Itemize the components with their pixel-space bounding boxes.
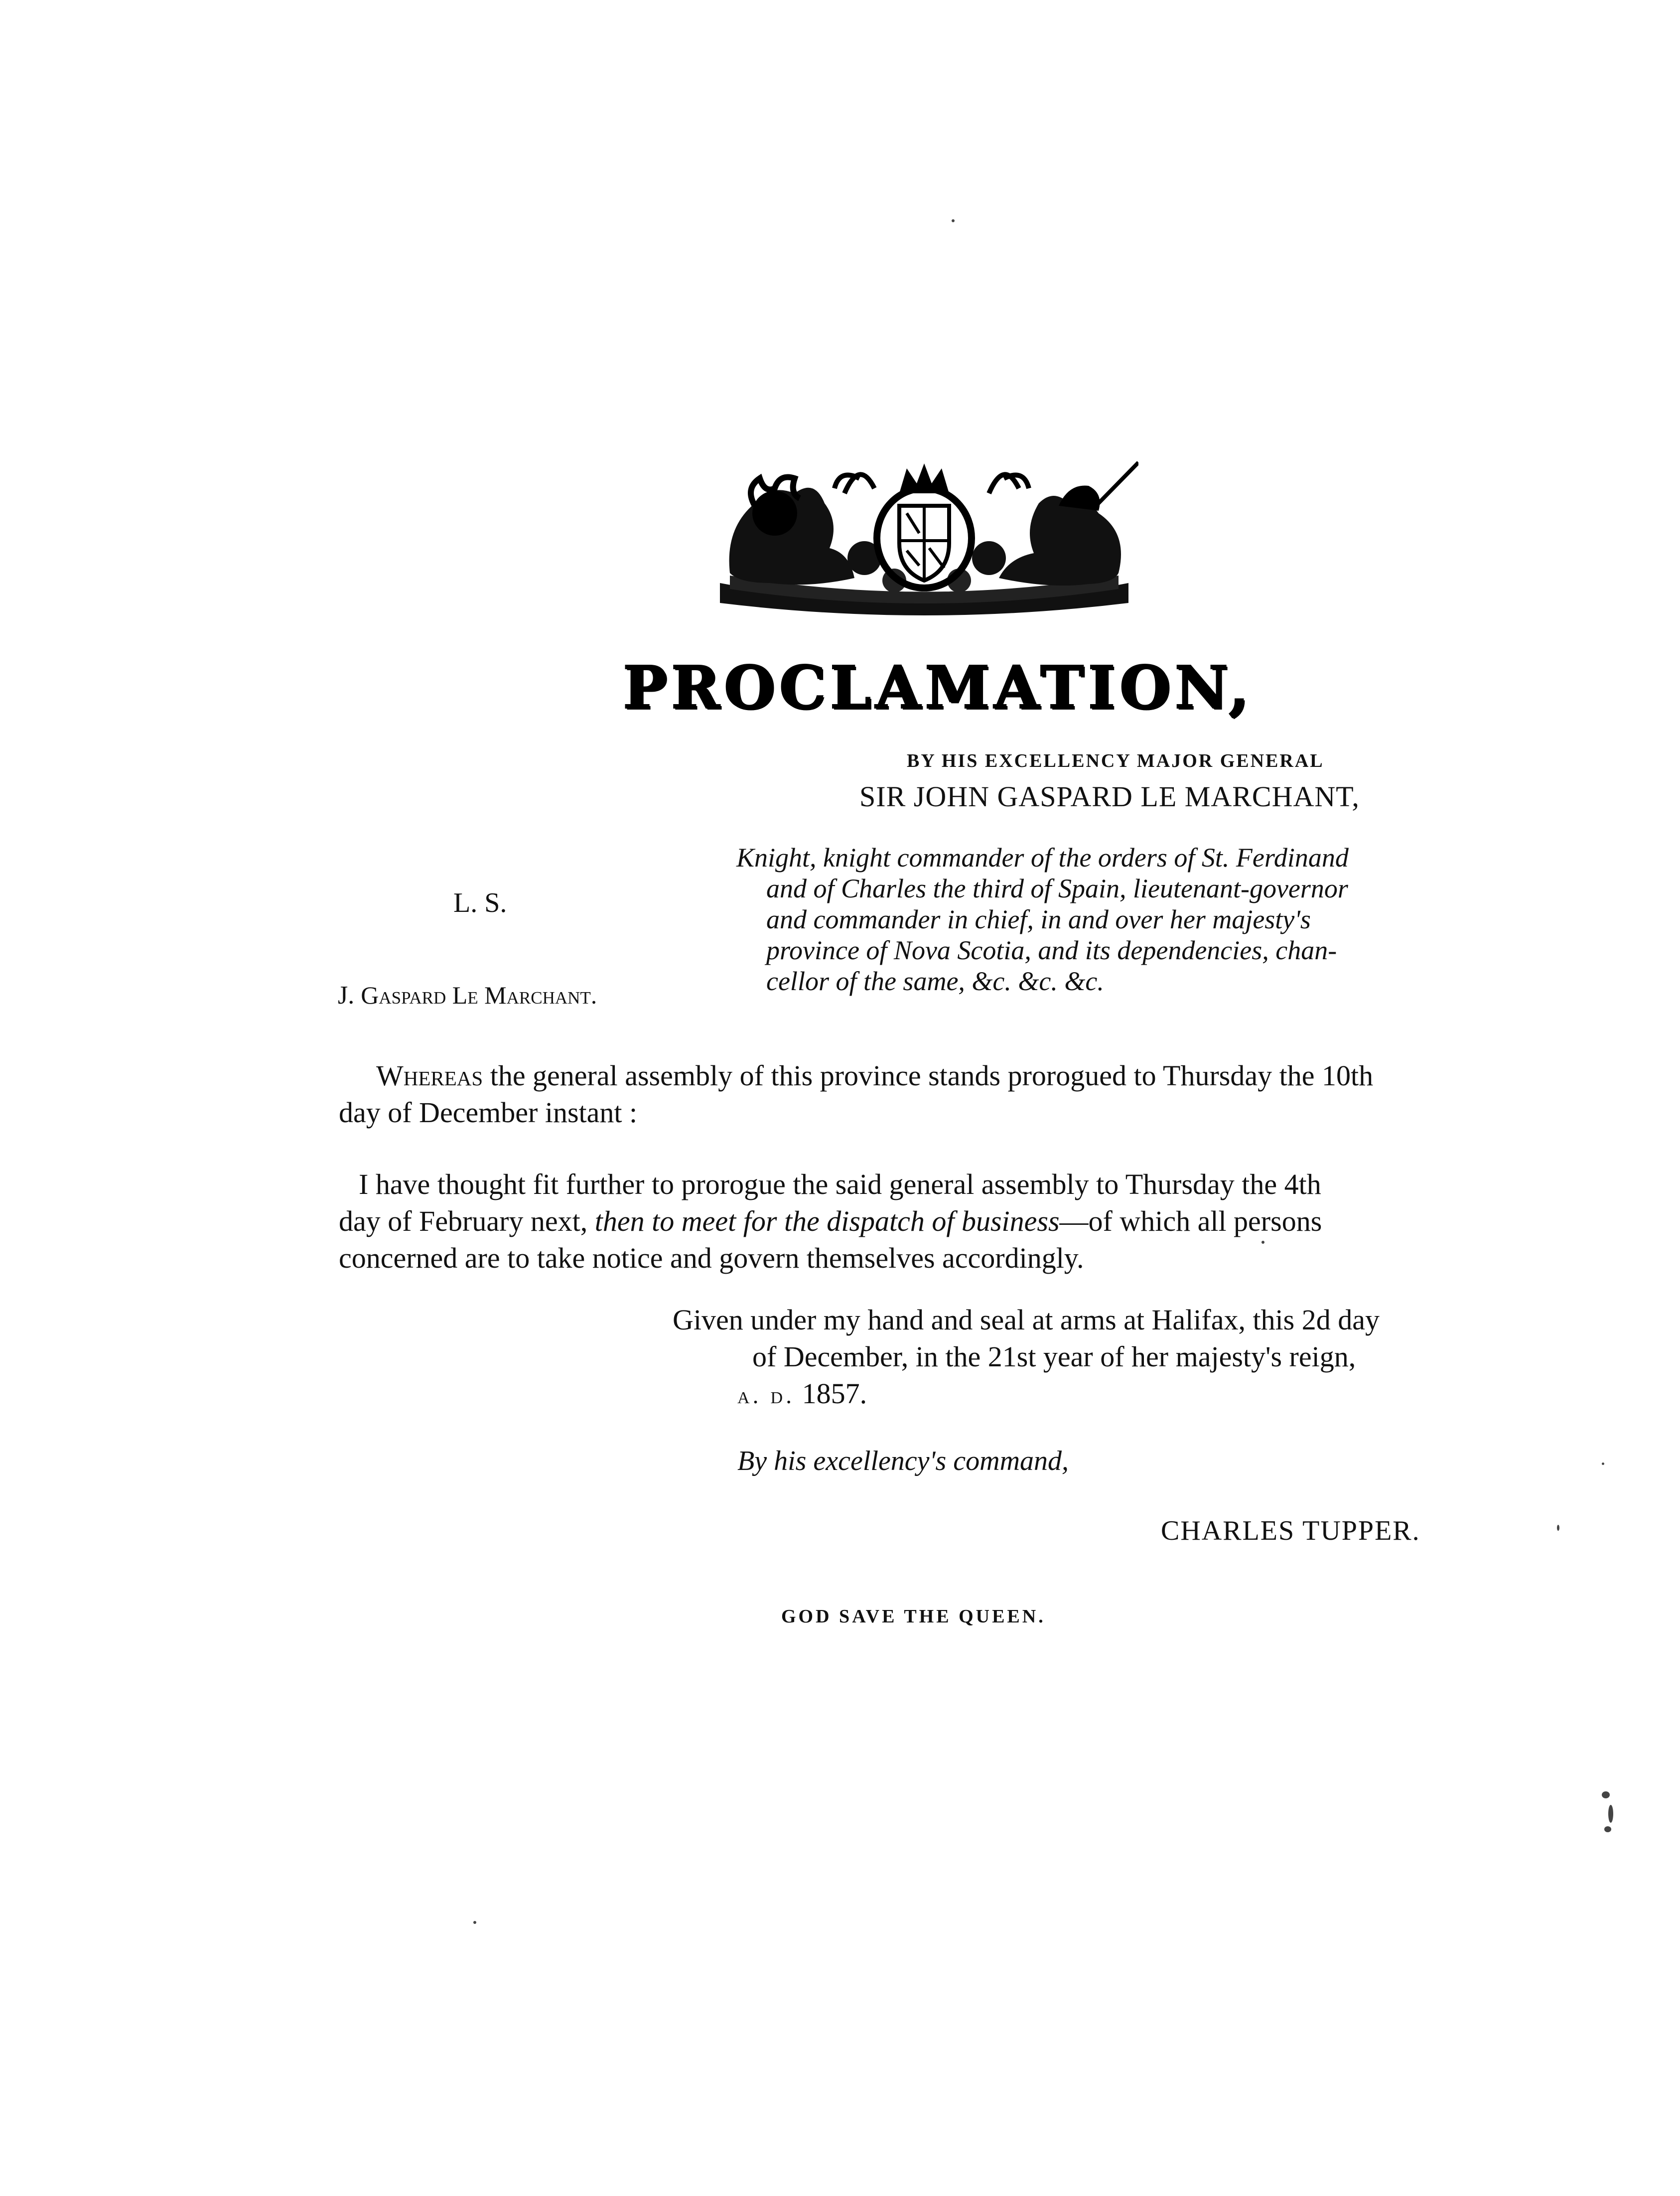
scan-speck — [473, 1921, 476, 1924]
scan-speck — [1261, 1241, 1264, 1244]
paragraph-prorogue-line — [339, 1203, 1322, 1240]
seal-ls: L. S. — [453, 887, 507, 918]
closing-line: GOD SAVE THE QUEEN. — [781, 1606, 1046, 1627]
scan-speck — [1602, 1791, 1610, 1798]
prorogue-text: —of which all persons — [1059, 1205, 1322, 1237]
by-line: BY HIS EXCELLENCY MAJOR GENERAL — [907, 750, 1324, 771]
titles-line: and of Charles the third of Spain, lieutenant-governor — [766, 874, 1348, 903]
anno-domini: a. d. — [737, 1382, 795, 1409]
given-under-line: of December, in the 21st year of her majesty's reign, — [752, 1340, 1356, 1373]
signature-initial: J. — [338, 981, 355, 1010]
paragraph-prorogue-line: I have thought fit further to prorogue the said general assembly to Thursday the 4th — [359, 1168, 1321, 1200]
paragraph-prorogue-line: concerned are to take notice and govern themselves accordingly. — [339, 1242, 1084, 1274]
titles-line: province of Nova Scotia, and its dependencies, chan- — [766, 935, 1337, 965]
whereas-text: the general assembly of this province stands prorogued to Thursday the 10th — [483, 1059, 1374, 1092]
proclamation-heading: PROCLAMATION, — [623, 653, 1253, 722]
scan-speck — [1604, 1826, 1611, 1832]
prorogue-italic: then to meet for the dispatch of business — [594, 1205, 1060, 1237]
paragraph-whereas-line: day of December instant : — [339, 1096, 638, 1129]
titles-line: and commander in chief, in and over her majesty's — [766, 904, 1311, 934]
signatory-name: CHARLES TUPPER. — [1161, 1515, 1420, 1546]
given-under-date — [737, 1375, 867, 1414]
paragraph-whereas-line — [376, 1057, 1373, 1094]
governor-titles — [736, 842, 1474, 997]
signature-name: Gaspard Le Marchant. — [361, 981, 597, 1009]
scan-speck — [1608, 1805, 1613, 1823]
year: 1857. — [795, 1377, 867, 1410]
royal-arms-emblem-icon — [710, 458, 1138, 623]
scan-speck — [1557, 1525, 1559, 1531]
governor-name: SIR JOHN GASPARD LE MARCHANT, — [859, 780, 1360, 813]
seal-signature — [338, 981, 597, 1010]
command-line: By his excellency's command, — [737, 1446, 1069, 1476]
titles-line: Knight, knight commander of the orders of St. Ferdinand — [736, 843, 1349, 873]
given-under-line: Given under my hand and seal at arms at Halifax, this 2d day — [673, 1304, 1380, 1336]
scan-speck — [1602, 1463, 1604, 1465]
scan-speck — [952, 219, 955, 222]
titles-line: cellor of the same, &c. &c. &c. — [766, 966, 1104, 996]
whereas-lead: Whereas — [376, 1059, 483, 1092]
prorogue-text: day of February next, — [339, 1205, 595, 1237]
